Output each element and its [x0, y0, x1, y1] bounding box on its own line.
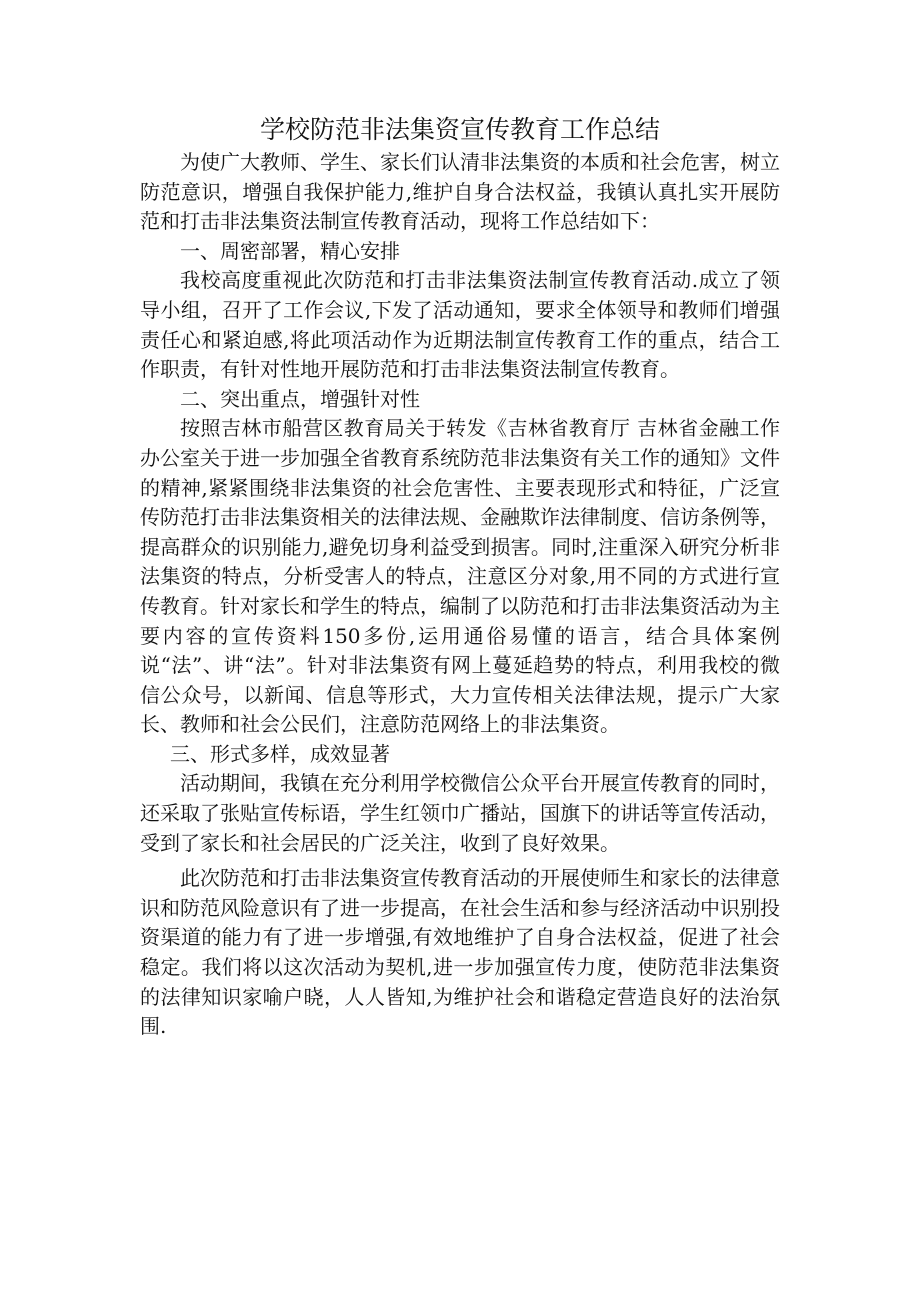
section-3-paragraph-2: 此次防范和打击非法集资宣传教育活动的开展使师生和家长的法律意识和防范风险意识有了进一步提高，在社会生活和参与经济活动中识别投资渠道的能力有了进一步增强,有效地维护了自身合法权益，促进了社会稳定。我们将以这次活动为契机,进一步加强宣传力度，使防范非法集资的法律知识家喻户晓，人人皆知,为维护社会和谐稳定营造良好的法治氛围.: [140, 866, 780, 1039]
section-3-paragraph-1: 活动期间，我镇在充分利用学校微信公众平台开展宣传教育的同时，还采取了张贴宣传标语，学生红领巾广播站，国旗下的讲话等宣传活动，受到了家长和社会居民的广泛关注，收到了良好效果。: [140, 771, 780, 855]
section-1-paragraph: 我校高度重视此次防范和打击非法集资法制宣传教育活动.成立了领导小组，召开了工作会议,下发了活动通知，要求全体领导和教师们增强责任心和紧迫感,将此项活动作为近期法制宣传教育工作的重点，结合工作职责，有针对性地开展防范和打击非法集资法制宣传教育。: [140, 268, 780, 382]
intro-paragraph: 为使广大教师、学生、家长们认清非法集资的本质和社会危害，树立防范意识，增强自我保护能力,维护自身合法权益，我镇认真扎实开展防范和打击非法集资法制宣传教育活动，现将工作总结如下：: [140, 150, 780, 234]
document-title: 学校防范非法集资宣传教育工作总结: [259, 115, 660, 144]
section-2-heading: 二、突出重点，增强针对性: [180, 386, 420, 411]
section-1-heading: 一、周密部署，精心安排: [180, 238, 400, 263]
section-3-heading: 三、形式多样，成效显著: [170, 741, 390, 766]
section-2-paragraph: 按照吉林市船营区教育局关于转发《吉林省教育厅 吉林省金融工作办公室关于进一步加强全省教育系统防范非法集资有关工作的通知》文件的精神,紧紧围绕非法集资的社会危害性、主要表现形式和特征，广泛宣传防范打击非法集资相关的法律法规、金融欺诈法律制度、信访条例等，提高群众的识别能力,避免切身利益受到损害。同时,注重深入研究分析非法集资的特点，分析受害人的特点，注意区分对象,用不同的方式进行宣传教育。针对家长和学生的特点，编制了以防范和打击非法集资活动为主要内容的宣传资料150多份,运用通俗易懂的语言，结合具体案例说“法”、讲“法”。针对非法集资有网上蔓延趋势的特点，利用我校的微信公众号，以新闻、信息等形式，大力宣传相关法律法规，提示广大家长、教师和社会公民们，注意防范网络上的非法集资。: [140, 416, 780, 737]
document-page: [140, 112, 780, 1042]
